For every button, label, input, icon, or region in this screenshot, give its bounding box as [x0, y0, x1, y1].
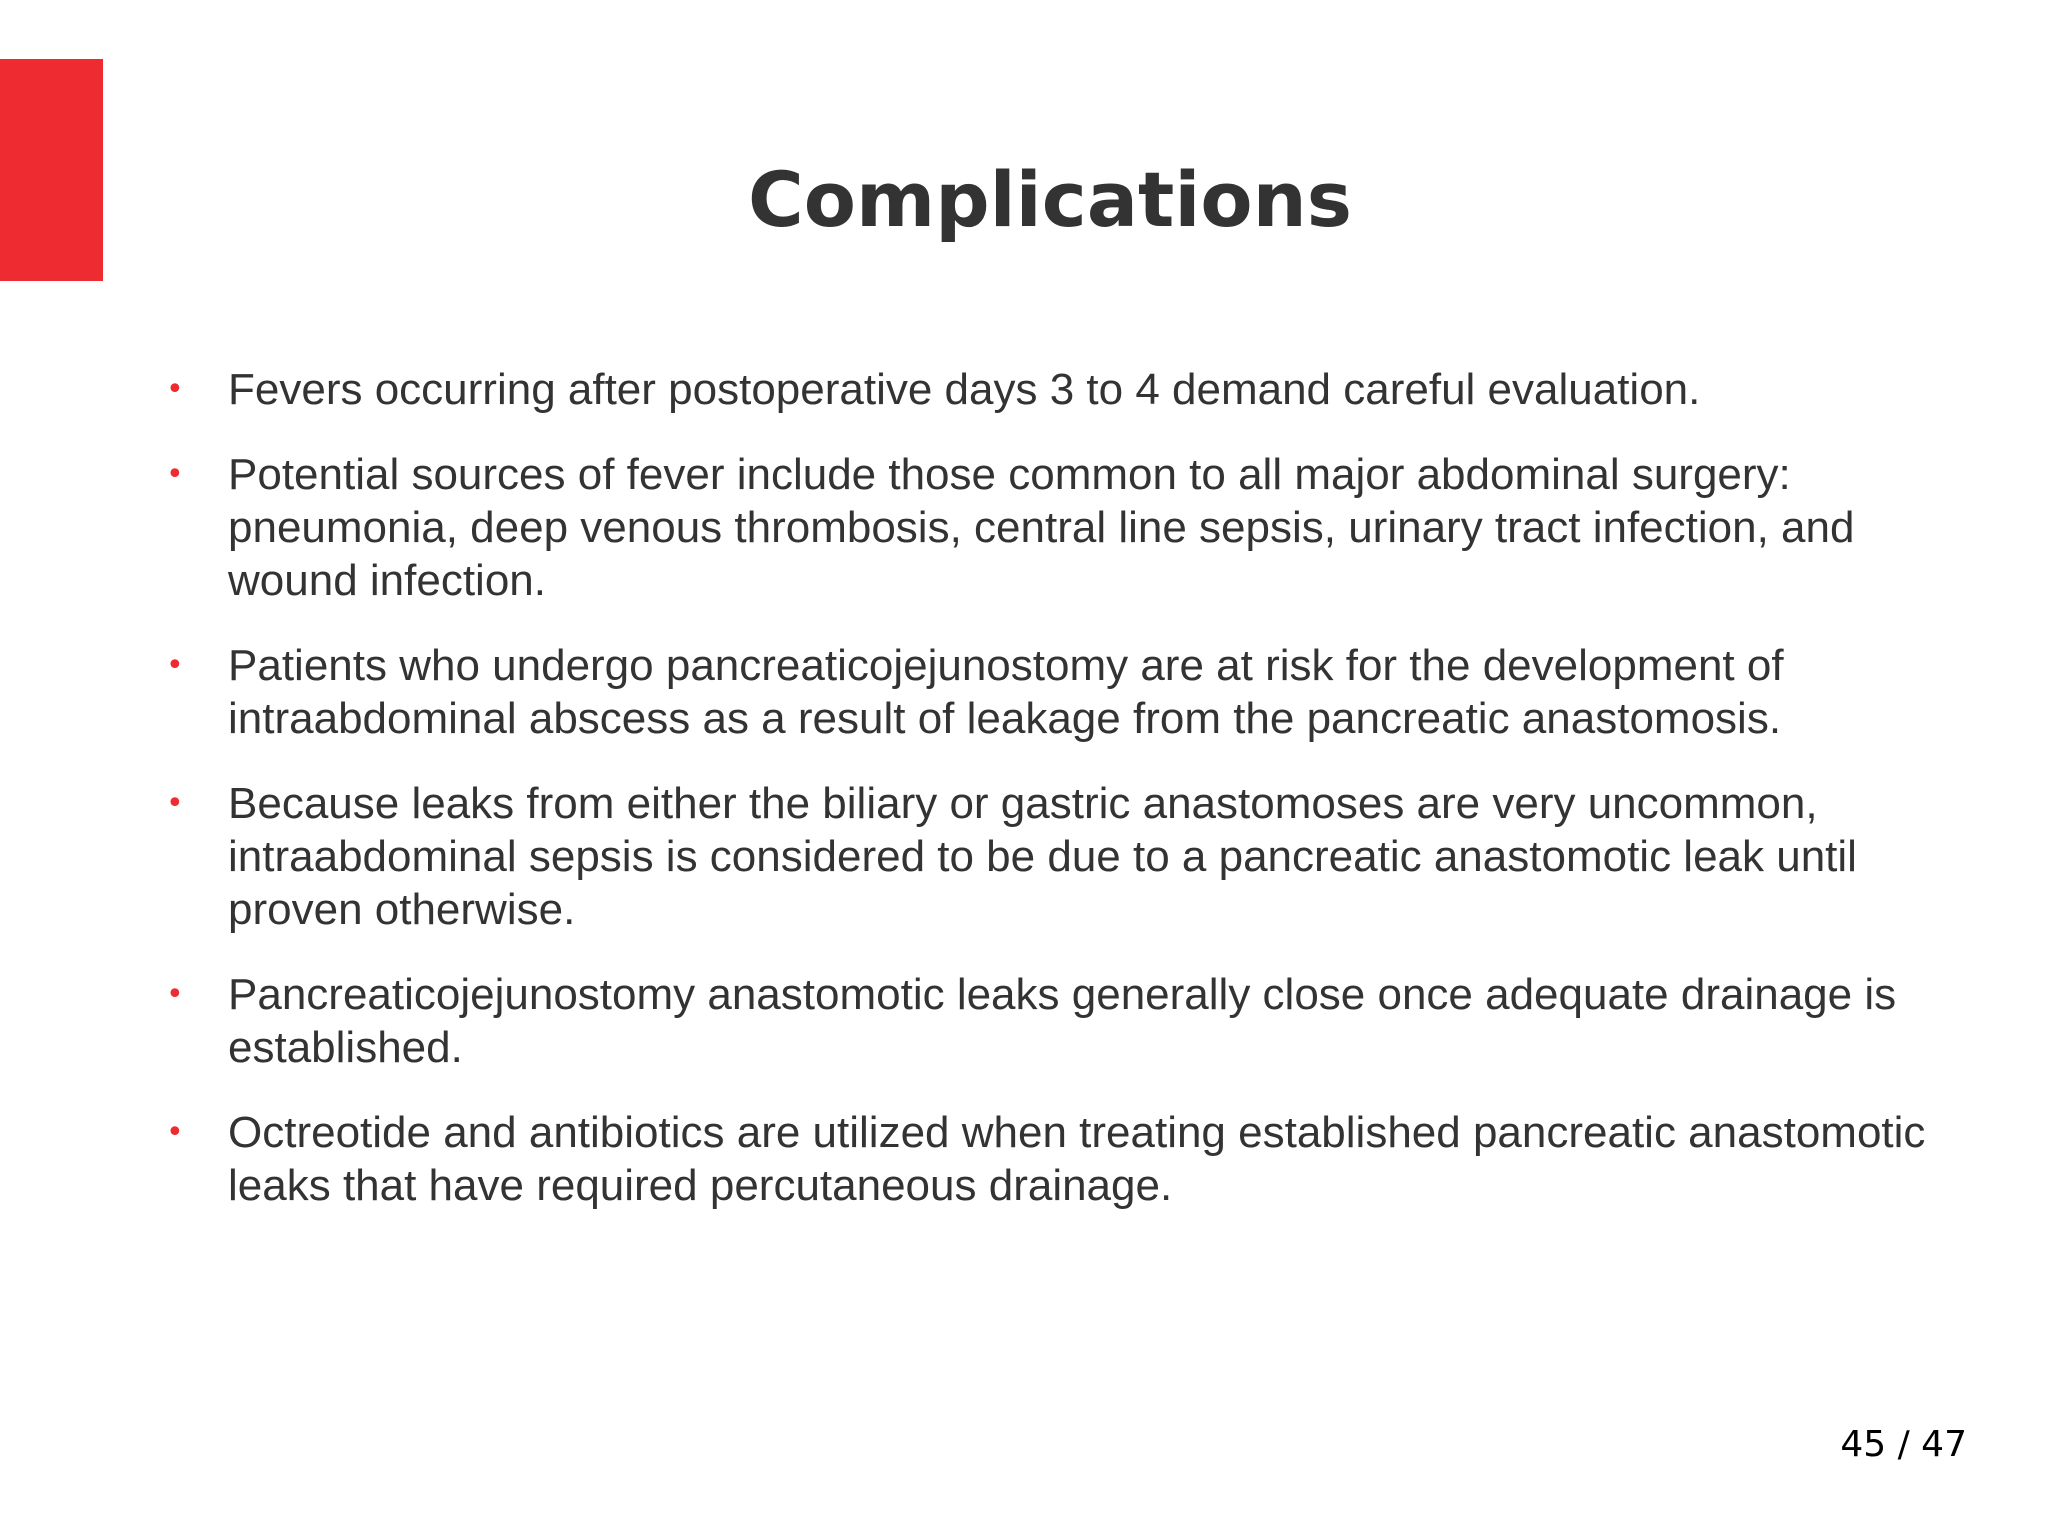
bullet-list — [166, 363, 1948, 1244]
bullet-text: Pancreaticojejunostomy anastomotic leaks generally close once adequate drainage is established. — [228, 970, 1897, 1072]
bullet-icon: • — [166, 977, 184, 1012]
bullet-item — [166, 968, 1948, 1074]
bullet-icon: • — [166, 457, 184, 492]
bullet-text: Because leaks from either the biliary or gastric anastomoses are very uncommon, intraabdominal sepsis is considered to be due to a pancreatic anastomotic leak until proven otherwise. — [228, 779, 1857, 934]
bullet-item — [166, 448, 1948, 607]
bullet-text: Potential sources of fever include those common to all major abdominal surgery: pneumonia, deep venous thrombosis, central line sepsis, urinary tract infection, and wound infection. — [228, 450, 1855, 605]
bullet-text: Octreotide and antibiotics are utilized when treating established pancreatic anastomotic leaks that have required percutaneous drainage. — [228, 1108, 1926, 1210]
bullet-item — [166, 1106, 1948, 1212]
bullet-text: Fevers occurring after postoperative days 3 to 4 demand careful evaluation. — [228, 365, 1701, 414]
bullet-icon: • — [166, 1115, 184, 1150]
bullet-icon: • — [166, 786, 184, 821]
page-number: 45 / 47 — [1840, 1424, 1967, 1465]
bullet-icon: • — [166, 648, 184, 683]
bullet-item — [166, 639, 1948, 745]
bullet-item — [166, 777, 1948, 936]
bullet-icon: • — [166, 372, 184, 407]
slide-title: Complications — [748, 155, 1352, 244]
bullet-item — [166, 363, 1948, 416]
bullet-text: Patients who undergo pancreaticojejunostomy are at risk for the development of intraabdominal abscess as a result of leakage from the pancreatic anastomosis. — [228, 641, 1784, 743]
